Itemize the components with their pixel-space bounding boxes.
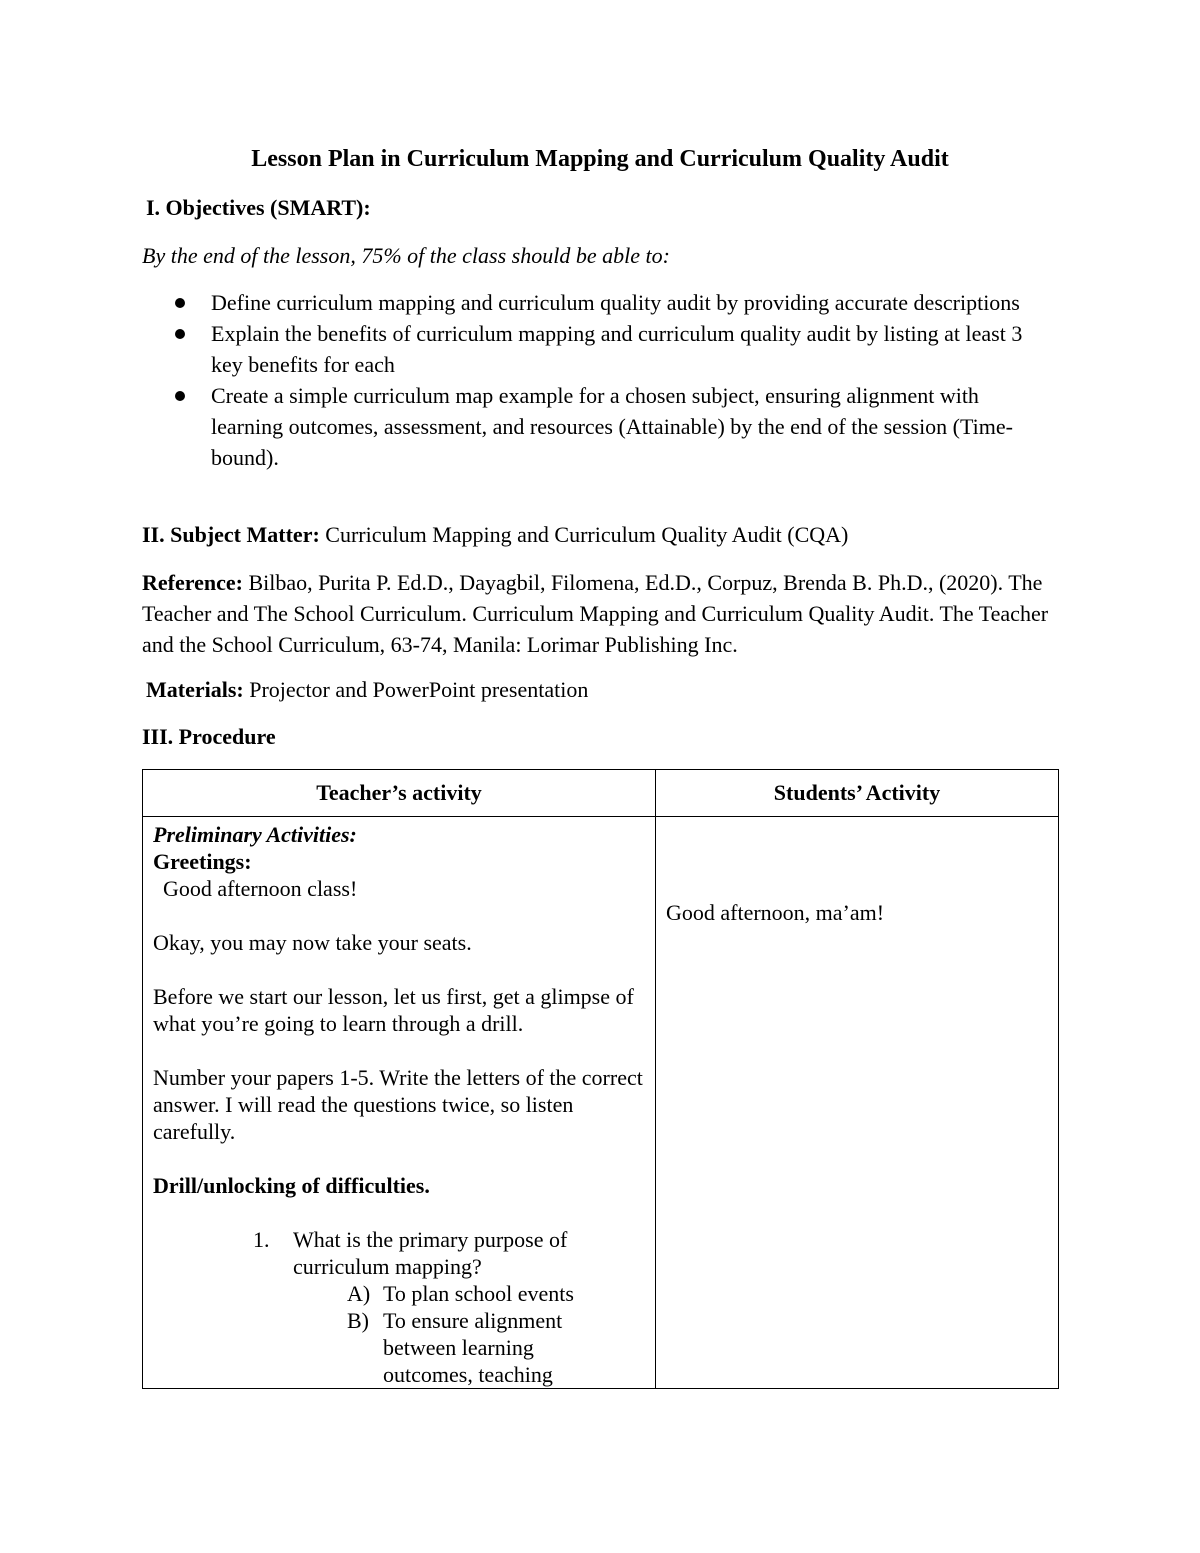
option-letter: A) — [347, 1281, 371, 1306]
greetings-heading: Greetings: — [153, 849, 252, 874]
materials-value: Projector and PowerPoint presentation — [249, 677, 589, 702]
bullet-icon — [175, 298, 185, 308]
student-reply: Good afternoon, ma’am! — [666, 900, 885, 925]
subject-matter-value: Curriculum Mapping and Curriculum Quality Audit (CQA) — [325, 522, 849, 547]
seats-instruction: Okay, you may now take your seats. — [153, 930, 472, 955]
drill-instructions: Number your papers 1-5. Write the letters of the correct answer. I will read the questions twice, so listen carefully. — [153, 1065, 643, 1144]
objective-item — [170, 287, 1050, 318]
option-letter: B) — [347, 1308, 369, 1333]
answer-option — [153, 1280, 645, 1307]
materials — [146, 675, 588, 705]
teacher-greeting: Good afternoon class! — [163, 876, 358, 901]
glimpse-text: Before we start our lesson, let us first, get a glimpse of what you’re going to learn through a drill. — [153, 984, 634, 1036]
teacher-activity-cell — [143, 817, 656, 1389]
question-item — [153, 1226, 645, 1280]
objectives-heading: I. Objectives (SMART): — [146, 195, 371, 220]
objectives-list — [170, 287, 1050, 473]
answer-option — [153, 1307, 645, 1388]
students-column-header: Students’ Activity — [656, 770, 1059, 817]
subject-matter — [142, 520, 848, 550]
bullet-icon — [175, 329, 185, 339]
preliminary-heading: Preliminary Activities: — [153, 822, 357, 847]
materials-label: Materials: — [146, 677, 244, 702]
reference-value: Bilbao, Purita P. Ed.D., Dayagbil, Filomena, Ed.D., Corpuz, Brenda B. Ph.D., (2020). The Teacher and The School Curriculum. Curriculum Mapping and Curriculum Quality Audit. The Teacher and the School Curriculum, 63-74, Manila: Lorimar Publishing Inc. — [142, 570, 1049, 657]
subject-matter-label: II. Subject Matter: — [142, 522, 320, 547]
objective-item — [170, 318, 1050, 380]
table-header-row — [143, 770, 1059, 817]
option-text: To plan school events — [383, 1281, 574, 1306]
reference — [142, 567, 1062, 660]
objective-text: Define curriculum mapping and curriculum quality audit by providing accurate descriptions — [211, 290, 1020, 315]
question-number: 1. — [253, 1227, 270, 1252]
objective-text: Explain the benefits of curriculum mapping and curriculum quality audit by listing at least 3 key benefits for each — [211, 321, 1023, 377]
objective-text: Create a simple curriculum map example for a chosen subject, ensuring alignment with learning outcomes, assessment, and resources (Attainable) by the end of the session (Time-bound). — [211, 383, 1013, 470]
procedure-heading: III. Procedure — [142, 724, 276, 749]
option-text: To ensure alignment between learning outcomes, teaching — [383, 1308, 563, 1387]
reference-label: Reference: — [142, 570, 243, 595]
objectives-intro: By the end of the lesson, 75% of the class should be able to: — [142, 243, 670, 268]
procedure-table — [142, 769, 1059, 1389]
teacher-column-header: Teacher’s activity — [143, 770, 656, 817]
table-row — [143, 817, 1059, 1389]
objective-item — [170, 380, 1050, 473]
students-activity-cell — [656, 817, 1059, 1389]
bullet-icon — [175, 391, 185, 401]
question-text: What is the primary purpose of curriculum mapping? — [293, 1227, 568, 1279]
drill-heading: Drill/unlocking of difficulties. — [153, 1173, 430, 1198]
document-title: Lesson Plan in Curriculum Mapping and Curriculum Quality Audit — [251, 146, 949, 172]
